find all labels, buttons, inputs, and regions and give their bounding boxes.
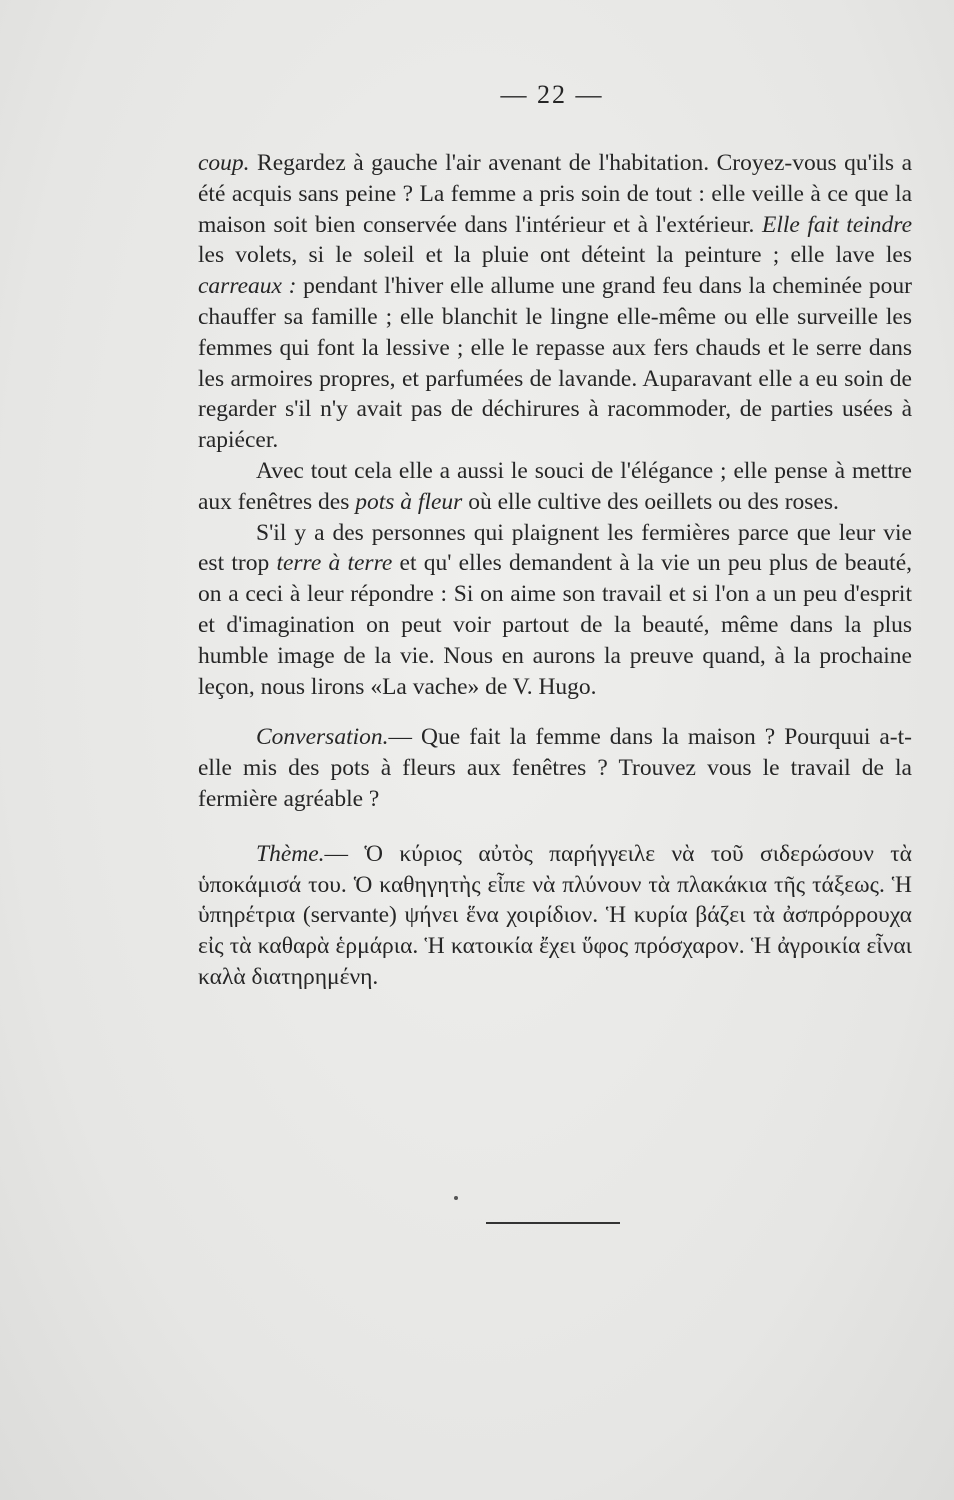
paragraph-3-italic-1: terre à terre	[276, 550, 393, 577]
paragraph-2	[198, 456, 912, 518]
paragraph-1-text-c: pendant l'hiver elle allume une grand feu dans la cheminée pour chauffer sa famille ; elle blanchit le lingne elle-même ou elle surveille les femmes qui font la lessive ; elle le repasse aux fers chauds et le serre dans les armoires propres, et parfumées de lavande. Auparavant elle a eu soin de regarder s'il n'y avait pas de déchirures à racommoder, de parties usées à rapiécer.	[198, 273, 912, 454]
paragraph-1-text-a: Regardez à gauche l'air avenant de l'habitation. Croyez-vous qu'ils a été acquis sans peine ? La femme a pris soin de tout : elle veille à ce que la maison soit bien conservée dans l'intérieur et à l'extérieur.	[198, 150, 912, 238]
paragraph-1-lead-italic: coup.	[198, 150, 250, 176]
theme-label: Thème.	[256, 840, 325, 867]
paragraph-3-text-a: S'il y a des personnes qui plaignent les fermières parce que leur vie est trop	[198, 519, 912, 577]
paragraph-1-italic-1: Elle fait teindre	[762, 211, 913, 238]
stray-ink-dot	[454, 1196, 458, 1200]
paragraph-1-text-b: les volets, si le soleil et la pluie ont déteint la peinture ; elle lave les	[198, 242, 912, 269]
paragraph-3	[198, 518, 912, 703]
page-number: — 22 —	[500, 80, 604, 109]
conversation-label: Conversation.	[256, 724, 389, 751]
paragraph-2-italic-1: pots à fleur	[355, 488, 463, 515]
end-rule-divider	[486, 1222, 620, 1224]
conversation-text: — Que fait la femme dans la maison ? Pourquui a-t-elle mis des pots à fleurs aux fenêtres ? Trouvez vous le travail de la fermière agréable ?	[198, 724, 912, 812]
conversation-paragraph	[198, 722, 912, 814]
paragraph-1	[198, 148, 912, 456]
theme-paragraph	[198, 839, 912, 993]
paragraph-3-text-b: et qu' elles demandent à la vie un peu plus de beauté, on a ceci à leur répondre : Si on aime son travail et si l'on a un peu d'esprit et d'imagination on peut voir partout de la beauté, même dans la plus humble image de la vie. Nous en aurons la preuve quand, à la prochaine leçon, nous lirons «La vache» de V. Hugo.	[198, 550, 913, 700]
paragraph-2-text-a: Avec tout cela elle a aussi le souci de l'élégance ; elle pense à mettre aux fenêtres des	[198, 457, 912, 515]
paragraph-1-italic-2: carreaux :	[198, 273, 297, 300]
body-text	[198, 148, 912, 993]
theme-text: — Ὁ κύριος αὐτὸς παρήγγειλε νὰ τοῦ σιδερώσουν τὰ ὑποκάμισά του. Ὁ καθηγητὴς εἶπε νὰ πλύνουν τὰ πλακάκια τῆς τάξεως. Ἡ ὑπηρέτρια (servante) ψήνει ἕνα χοιρίδιον. Ἡ κυρία βάζει τὰ ἀσπρόρρουχα εἰς τὰ καθαρὰ ἑρμάρια. Ἡ κατοικία ἔχει ὕφος πρόσχαρον. Ἡ ἀγροικία εἶναι καλὰ διατηρημένη.	[198, 840, 912, 990]
paragraph-2-text-b: où elle cultive des oeillets ou des roses.	[462, 488, 839, 515]
